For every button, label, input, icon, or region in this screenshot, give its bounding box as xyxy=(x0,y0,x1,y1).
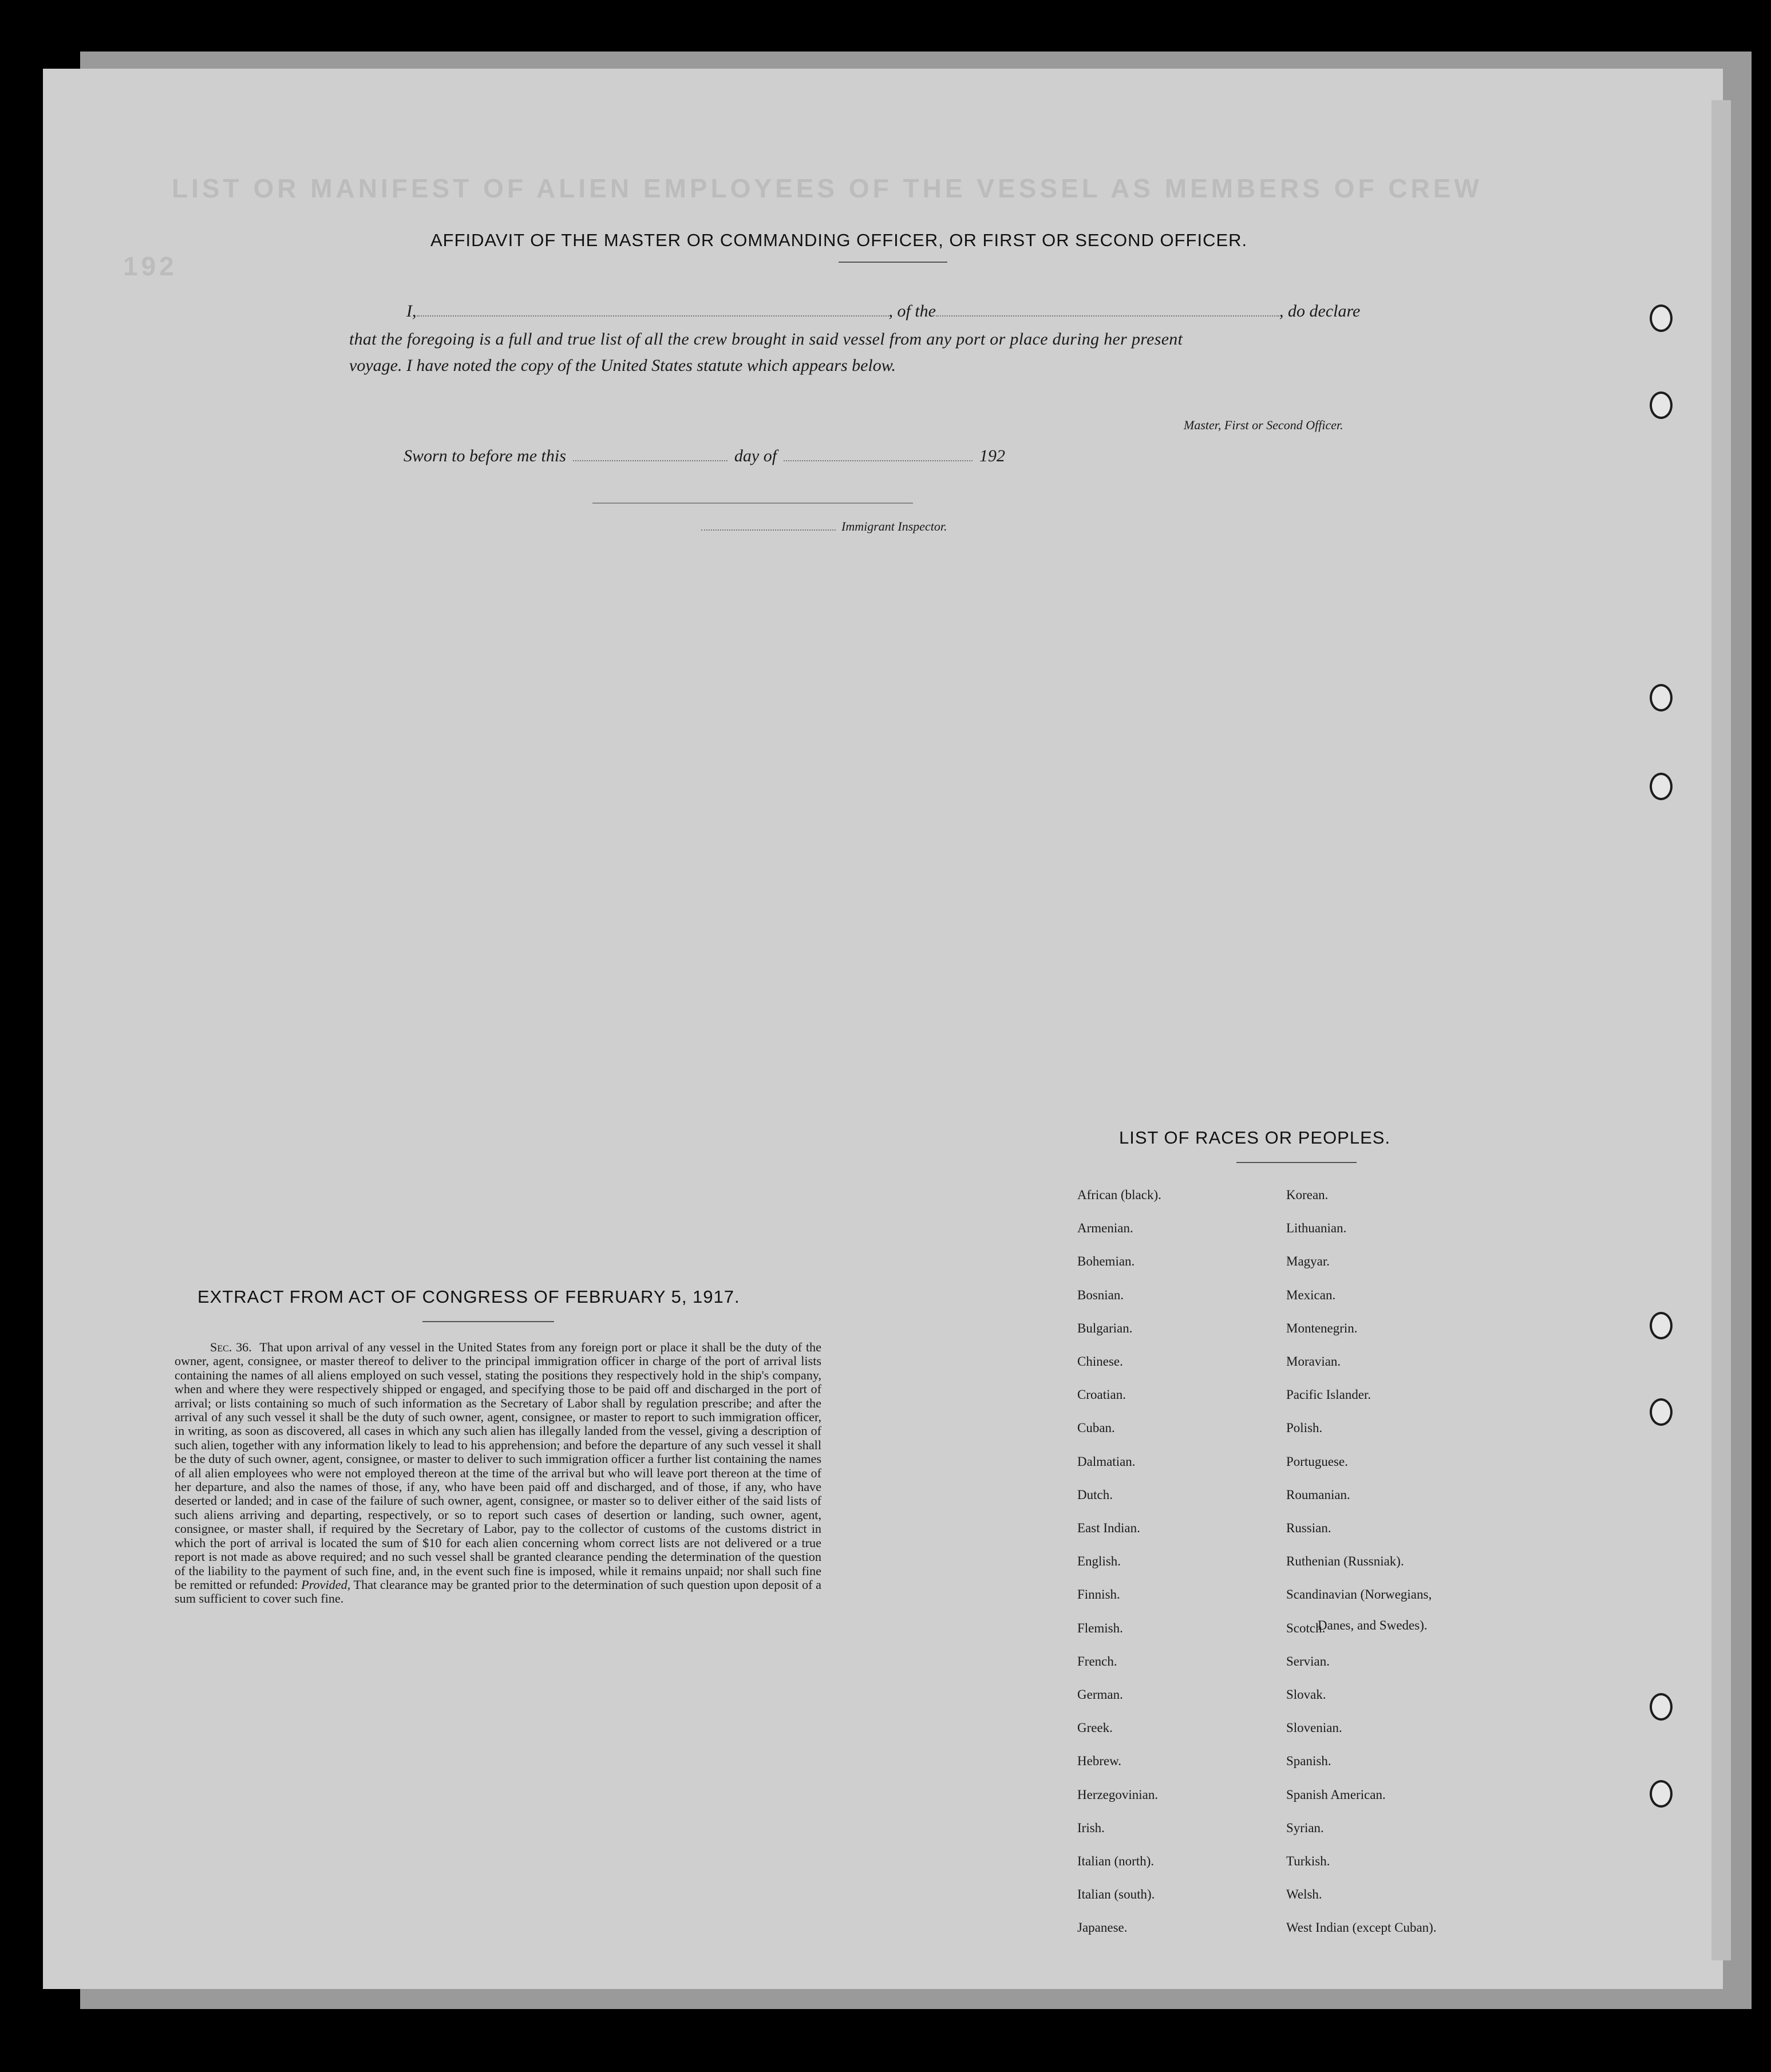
extract-title: EXTRACT FROM ACT OF CONGRESS OF FEBRUARY 5, 1917. xyxy=(197,1287,740,1307)
affidavit-title: AFFIDAVIT OF THE MASTER OR COMMANDING OFFICER, OR FIRST OR SECOND OFFICER. xyxy=(430,230,1248,250)
race-entry: Irish. xyxy=(1077,1820,1105,1835)
race-entry: African (black). xyxy=(1077,1188,1161,1202)
race-entry: Moravian. xyxy=(1286,1354,1341,1369)
affidavit-line-2: that the foregoing is a full and true list of all the crew brought in said vessel from any port or place during her present xyxy=(349,330,1183,349)
declarant-prefix: I, xyxy=(406,302,417,321)
extract-text xyxy=(175,1341,821,1606)
race-entry: Russian. xyxy=(1286,1521,1331,1535)
bleed-through-header: LIST OR MANIFEST OF ALIEN EMPLOYEES OF THE VESSEL AS MEMBERS OF CREW xyxy=(172,173,1483,203)
scandinavian-continuation: Danes, and Swedes). xyxy=(1318,1618,1428,1632)
race-entry: Italian (north). xyxy=(1077,1854,1155,1868)
race-entry: Italian (south). xyxy=(1077,1887,1155,1902)
race-entry: Greek. xyxy=(1077,1721,1113,1735)
month-blank xyxy=(784,445,973,461)
race-entry: Servian. xyxy=(1286,1654,1330,1668)
day-of-label: day of xyxy=(734,446,777,465)
punch-hole xyxy=(1650,305,1673,332)
race-entry: Hebrew. xyxy=(1077,1754,1122,1769)
race-entry: Lithuanian. xyxy=(1286,1221,1347,1236)
sworn-year: 192 xyxy=(979,446,1006,465)
day-blank xyxy=(573,445,728,461)
punch-hole xyxy=(1650,392,1673,419)
declare-suffix: , do declare xyxy=(1279,302,1361,321)
race-entry: Slovenian. xyxy=(1286,1721,1342,1735)
race-entry: Scotch. xyxy=(1286,1620,1326,1635)
race-entry: Syrian. xyxy=(1286,1820,1324,1835)
inspector-name-blank xyxy=(701,518,836,531)
races-title: LIST OF RACES OR PEOPLES. xyxy=(1119,1128,1391,1148)
inspector-signature-rule xyxy=(592,503,913,504)
bleed-through-year: 192 xyxy=(123,251,177,281)
race-entry: Polish. xyxy=(1286,1421,1323,1436)
page-edge xyxy=(1711,100,1731,1960)
sworn-line xyxy=(404,445,1005,466)
signature-label: Master, First or Second Officer. xyxy=(1184,418,1343,432)
punch-hole xyxy=(1650,1312,1673,1339)
race-entry: Dutch. xyxy=(1077,1487,1113,1502)
affidavit-line-3: voyage. I have noted the copy of the United States statute which appears below. xyxy=(349,356,896,375)
vessel-prefix: , of the xyxy=(888,302,936,321)
race-entry: Montenegrin. xyxy=(1286,1320,1358,1335)
vessel-name-blank xyxy=(936,300,1279,317)
race-entry: Spanish. xyxy=(1286,1754,1331,1769)
punch-hole xyxy=(1650,1693,1673,1721)
extract-title-rule xyxy=(422,1321,554,1322)
race-entry: Roumanian. xyxy=(1286,1487,1350,1502)
race-entry: Japanese. xyxy=(1077,1920,1128,1935)
race-entry: Bosnian. xyxy=(1077,1287,1124,1302)
race-entry: Welsh. xyxy=(1286,1887,1322,1902)
race-entry: Finnish. xyxy=(1077,1587,1120,1602)
declarant-name-blank xyxy=(417,300,889,317)
race-entry: Magyar. xyxy=(1286,1254,1330,1269)
race-entry: Cuban. xyxy=(1077,1421,1115,1436)
race-entry: Portuguese. xyxy=(1286,1454,1348,1469)
race-entry: Dalmatian. xyxy=(1077,1454,1136,1469)
punch-hole xyxy=(1650,1780,1673,1808)
race-entry: Korean. xyxy=(1286,1188,1329,1202)
race-entry: English. xyxy=(1077,1554,1121,1569)
punch-hole xyxy=(1650,773,1673,800)
affidavit-line-1 xyxy=(406,300,1360,321)
race-entry: West Indian (except Cuban). xyxy=(1286,1920,1437,1935)
race-entry: Spanish American. xyxy=(1286,1787,1386,1802)
sworn-prefix: Sworn to before me this xyxy=(404,446,566,465)
race-entry: Bulgarian. xyxy=(1077,1320,1133,1335)
punch-hole xyxy=(1650,1398,1673,1426)
race-entry: Scandinavian (Norwegians, xyxy=(1286,1587,1432,1602)
race-entry: French. xyxy=(1077,1654,1117,1668)
section-number: Sec. 36. xyxy=(210,1340,252,1354)
race-entry: Pacific Islander. xyxy=(1286,1387,1371,1402)
race-entry: German. xyxy=(1077,1687,1123,1702)
title-rule xyxy=(839,262,947,263)
race-entry: Ruthenian (Russniak). xyxy=(1286,1554,1404,1569)
statute-proviso: That clearance may be granted prior to the determination of such question upon deposit of a sum sufficient to cover such fine. xyxy=(175,1577,822,1606)
statute-body: That upon arrival of any vessel in the United States from any foreign port or place it shall be the duty of the owner, agent, consignee, or master thereof to deliver to the principal immigration officer in charge of the port of arrival lists containing the names of all aliens employed on such vessel, stating the positions they respectively hold in the ship's company, when and where they were respectively shipped or engaged, and specifying those to be paid off and discharged in the port of arrival; or lists containing so much of such information as the Secretary of Labor shall by regulation prescribe; and after the arrival of any such vessel it shall be the duty of such owner, agent, consignee, or master to report to such immigration officer, in writing, as soon as discovered, all cases in which any such alien has illegally landed from the vessel, giving a description of such alien, together with any information likely to lead to his apprehension; and before the departure of any such vessel it shall be the duty of such owner, agent, consignee, or master to deliver to such immigration officer a further list containing the names of all alien employees who were not employed thereon at the time of the arrival but who will leave port thereon at the time of her departure, and also the names of those, if any, who have been paid off and discharged, and of those, if any, who have deserted or landed; and in case of the failure of such owner, agent, consignee, or master so to deliver either of the said lists of such aliens arriving and departing, respectively, or so to report such cases of desertion or landing, such owner, agent, consignee, or master shall, if required by the Secretary of Labor, pay to the collector of customs of the customs district in which the port of arrival is located the sum of $10 for each alien concerning whom correct lists are not delivered or a true report is not made as above required; and no such vessel shall be granted clearance pending the determination of the question of the liability to the payment of such fine, and, in the event such fine is imposed, while it remains unpaid; nor shall such fine be remitted or refunded: xyxy=(175,1340,821,1592)
race-entry: Slovak. xyxy=(1286,1687,1326,1702)
race-entry: Herzegovinian. xyxy=(1077,1787,1159,1802)
races-title-rule xyxy=(1236,1162,1357,1163)
race-entry: Bohemian. xyxy=(1077,1254,1135,1269)
race-entry: East Indian. xyxy=(1077,1521,1140,1535)
race-entry: Croatian. xyxy=(1077,1387,1126,1402)
race-entry: Turkish. xyxy=(1286,1854,1330,1868)
provided-word: Provided, xyxy=(301,1577,351,1592)
race-entry: Mexican. xyxy=(1286,1287,1336,1302)
punch-hole xyxy=(1650,684,1673,711)
race-entry: Flemish. xyxy=(1077,1620,1123,1635)
inspector-label: Immigrant Inspector. xyxy=(841,519,947,533)
race-entry: Chinese. xyxy=(1077,1354,1123,1369)
race-entry: Armenian. xyxy=(1077,1221,1133,1236)
